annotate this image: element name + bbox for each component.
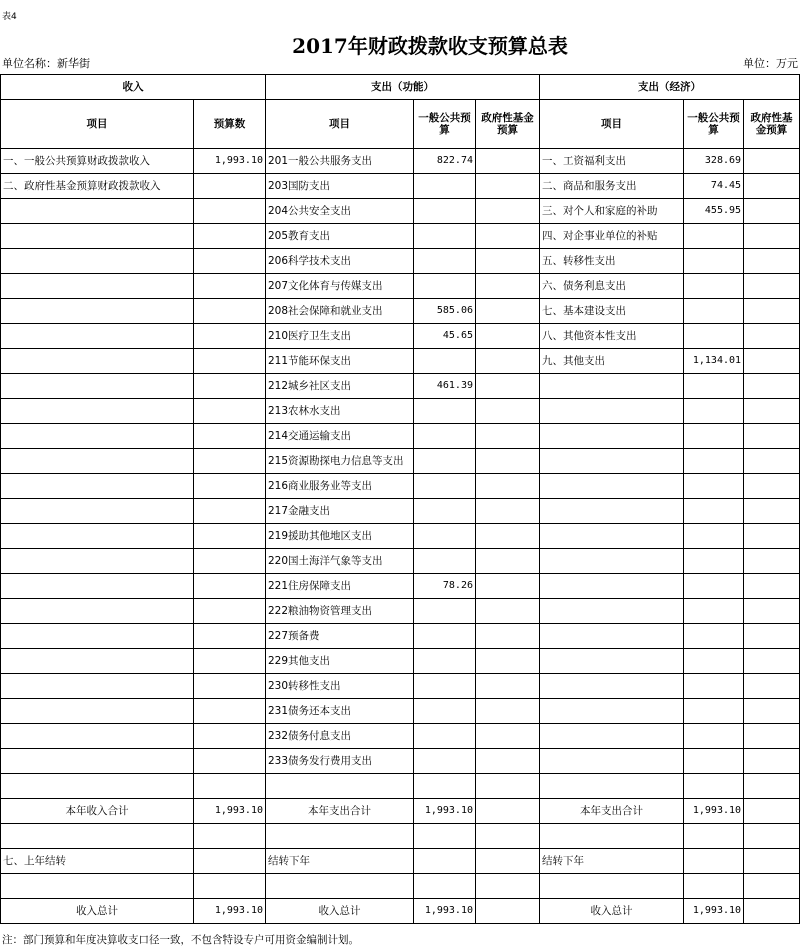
econ-item <box>540 399 684 424</box>
func-general <box>414 674 476 699</box>
cell <box>476 824 540 849</box>
func-general <box>414 524 476 549</box>
econ-fund <box>744 174 800 199</box>
econ-fund <box>744 574 800 599</box>
year-exp-econ-label: 本年支出合计 <box>540 799 684 824</box>
table-row <box>1 524 800 549</box>
econ-general <box>684 249 744 274</box>
income-item <box>1 274 194 299</box>
econ-item: 二、商品和服务支出 <box>540 174 684 199</box>
func-item: 214交通运输支出 <box>266 424 414 449</box>
econ-general: 1,134.01 <box>684 349 744 374</box>
func-general <box>414 174 476 199</box>
econ-item <box>540 649 684 674</box>
income-budget <box>194 549 266 574</box>
currency-unit: 单位：万元 <box>743 57 798 70</box>
table-row <box>1 499 800 524</box>
econ-general <box>684 424 744 449</box>
econ-general: 455.95 <box>684 199 744 224</box>
func-general <box>414 199 476 224</box>
income-item <box>1 674 194 699</box>
func-item: 220国土海洋气象等支出 <box>266 549 414 574</box>
func-general <box>414 224 476 249</box>
table-row <box>1 374 800 399</box>
unit-name: 单位名称：新华街 <box>2 57 90 70</box>
func-general <box>414 749 476 774</box>
func-fund <box>476 624 540 649</box>
econ-fund <box>744 374 800 399</box>
income-budget <box>194 749 266 774</box>
func-fund <box>476 474 540 499</box>
func-general: 822.74 <box>414 149 476 174</box>
econ-general <box>684 324 744 349</box>
table-row <box>1 149 800 174</box>
income-item: 二、政府性基金预算财政拨款收入 <box>1 174 194 199</box>
econ-item <box>540 374 684 399</box>
income-item <box>1 574 194 599</box>
func-fund <box>476 499 540 524</box>
econ-fund <box>744 474 800 499</box>
func-item: 227预备费 <box>266 624 414 649</box>
cell <box>684 824 744 849</box>
row-year-total <box>1 799 800 824</box>
year-income-value: 1,993.10 <box>194 799 266 824</box>
func-item: 206科学技术支出 <box>266 249 414 274</box>
income-budget <box>194 374 266 399</box>
table-row <box>1 574 800 599</box>
table-row <box>1 699 800 724</box>
econ-fund <box>744 624 800 649</box>
func-fund <box>476 374 540 399</box>
func-fund <box>476 299 540 324</box>
footnote: 注：部门预算和年度决算收支口径一致，不包含特设专户可用资金编制计划。 <box>2 934 359 946</box>
econ-item <box>540 774 684 799</box>
table-row <box>1 474 800 499</box>
income-item <box>1 374 194 399</box>
econ-fund <box>744 424 800 449</box>
income-item <box>1 624 194 649</box>
econ-fund <box>744 774 800 799</box>
func-general <box>414 499 476 524</box>
header-income-item: 项目 <box>1 100 194 149</box>
carry-func-label: 结转下年 <box>266 849 414 874</box>
cell <box>744 874 800 899</box>
econ-item <box>540 424 684 449</box>
econ-general <box>684 399 744 424</box>
header-econ-item: 项目 <box>540 100 684 149</box>
func-fund <box>476 249 540 274</box>
func-item: 205教育支出 <box>266 224 414 249</box>
cell <box>684 874 744 899</box>
income-budget <box>194 699 266 724</box>
econ-item <box>540 724 684 749</box>
income-item <box>1 199 194 224</box>
econ-item: 四、对企事业单位的补贴 <box>540 224 684 249</box>
income-item <box>1 599 194 624</box>
func-item: 204公共安全支出 <box>266 199 414 224</box>
cell <box>1 824 194 849</box>
func-item: 230转移性支出 <box>266 674 414 699</box>
func-general <box>414 449 476 474</box>
econ-item: 九、其他支出 <box>540 349 684 374</box>
table-row <box>1 174 800 199</box>
econ-general <box>684 749 744 774</box>
func-general <box>414 649 476 674</box>
cell <box>684 849 744 874</box>
func-fund <box>476 699 540 724</box>
econ-item <box>540 674 684 699</box>
func-general <box>414 549 476 574</box>
func-fund <box>476 649 540 674</box>
func-general <box>414 249 476 274</box>
income-item: 一、一般公共预算财政拨款收入 <box>1 149 194 174</box>
func-fund <box>476 674 540 699</box>
econ-item <box>540 599 684 624</box>
row-blank <box>1 874 800 899</box>
income-item <box>1 449 194 474</box>
econ-general <box>684 374 744 399</box>
func-item: 203国防支出 <box>266 174 414 199</box>
func-fund <box>476 774 540 799</box>
func-fund <box>476 399 540 424</box>
econ-item: 一、工资福利支出 <box>540 149 684 174</box>
income-budget <box>194 274 266 299</box>
header-row-columns <box>1 100 800 149</box>
econ-fund <box>744 499 800 524</box>
header-econ-fund: 政府性基金预算 <box>744 100 800 149</box>
func-item: 211节能环保支出 <box>266 349 414 374</box>
func-item: 216商业服务业等支出 <box>266 474 414 499</box>
func-fund <box>476 424 540 449</box>
income-budget <box>194 599 266 624</box>
econ-fund <box>744 724 800 749</box>
econ-fund <box>744 524 800 549</box>
func-general <box>414 349 476 374</box>
header-func-fund: 政府性基金预算 <box>476 100 540 149</box>
header-func-item: 项目 <box>266 100 414 149</box>
income-budget <box>194 474 266 499</box>
table-row <box>1 674 800 699</box>
header-row-groups <box>1 75 800 100</box>
table-row <box>1 724 800 749</box>
func-fund <box>476 449 540 474</box>
header-income: 收入 <box>1 75 266 100</box>
func-item <box>266 774 414 799</box>
econ-item: 三、对个人和家庭的补助 <box>540 199 684 224</box>
income-item <box>1 424 194 449</box>
func-item: 221住房保障支出 <box>266 574 414 599</box>
income-item <box>1 524 194 549</box>
total-income-label: 收入总计 <box>1 899 194 924</box>
func-general <box>414 274 476 299</box>
econ-general <box>684 774 744 799</box>
func-fund <box>476 149 540 174</box>
income-budget <box>194 174 266 199</box>
func-general: 78.26 <box>414 574 476 599</box>
func-fund <box>476 349 540 374</box>
cell <box>744 799 800 824</box>
income-budget <box>194 649 266 674</box>
func-item: 215资源勘探电力信息等支出 <box>266 449 414 474</box>
econ-item <box>540 749 684 774</box>
econ-general <box>684 674 744 699</box>
econ-general <box>684 299 744 324</box>
econ-fund <box>744 324 800 349</box>
econ-general <box>684 574 744 599</box>
year-income-label: 本年收入合计 <box>1 799 194 824</box>
year-exp-econ-value: 1,993.10 <box>684 799 744 824</box>
econ-general <box>684 524 744 549</box>
cell <box>540 824 684 849</box>
econ-fund <box>744 249 800 274</box>
prev-balance-label: 七、上年结转 <box>1 849 194 874</box>
econ-general <box>684 549 744 574</box>
table-row <box>1 274 800 299</box>
econ-general <box>684 624 744 649</box>
cell <box>476 874 540 899</box>
cell <box>540 874 684 899</box>
year-exp-func-value: 1,993.10 <box>414 799 476 824</box>
econ-general <box>684 499 744 524</box>
income-budget <box>194 399 266 424</box>
func-item: 219援助其他地区支出 <box>266 524 414 549</box>
income-budget <box>194 449 266 474</box>
table-row <box>1 424 800 449</box>
total-income-value: 1,993.10 <box>194 899 266 924</box>
func-fund <box>476 574 540 599</box>
income-budget <box>194 499 266 524</box>
cell <box>266 874 414 899</box>
cell <box>744 849 800 874</box>
econ-item: 七、基本建设支出 <box>540 299 684 324</box>
econ-item: 六、债务利息支出 <box>540 274 684 299</box>
func-item: 222粮油物资管理支出 <box>266 599 414 624</box>
cell <box>414 849 476 874</box>
cell <box>414 874 476 899</box>
income-budget <box>194 349 266 374</box>
income-budget <box>194 524 266 549</box>
table-row <box>1 399 800 424</box>
income-item <box>1 474 194 499</box>
cell <box>744 824 800 849</box>
table-row <box>1 549 800 574</box>
income-budget <box>194 324 266 349</box>
table-row <box>1 449 800 474</box>
cell <box>476 849 540 874</box>
header-expense-economic: 支出（经济） <box>540 75 800 100</box>
income-budget <box>194 624 266 649</box>
econ-fund <box>744 274 800 299</box>
header-econ-general: 一般公共预算 <box>684 100 744 149</box>
func-general <box>414 724 476 749</box>
func-fund <box>476 749 540 774</box>
econ-item <box>540 524 684 549</box>
func-general: 461.39 <box>414 374 476 399</box>
income-item <box>1 224 194 249</box>
func-item: 210医疗卫生支出 <box>266 324 414 349</box>
cell <box>476 799 540 824</box>
table-row <box>1 199 800 224</box>
econ-fund <box>744 299 800 324</box>
income-item <box>1 349 194 374</box>
func-general <box>414 424 476 449</box>
income-item <box>1 324 194 349</box>
econ-item <box>540 574 684 599</box>
row-carryover <box>1 849 800 874</box>
econ-general <box>684 724 744 749</box>
row-grand-total <box>1 899 800 924</box>
cell <box>194 824 266 849</box>
income-budget <box>194 249 266 274</box>
econ-fund <box>744 149 800 174</box>
func-general: 585.06 <box>414 299 476 324</box>
income-item <box>1 749 194 774</box>
cell <box>1 874 194 899</box>
income-item <box>1 724 194 749</box>
table-row <box>1 324 800 349</box>
econ-general <box>684 224 744 249</box>
econ-general: 328.69 <box>684 149 744 174</box>
econ-general <box>684 449 744 474</box>
econ-fund <box>744 399 800 424</box>
header-expense-function: 支出（功能） <box>266 75 540 100</box>
table-row <box>1 249 800 274</box>
table-number: 表4 <box>2 12 17 22</box>
func-fund <box>476 549 540 574</box>
cell <box>476 899 540 924</box>
econ-fund <box>744 224 800 249</box>
econ-item: 五、转移性支出 <box>540 249 684 274</box>
econ-item <box>540 624 684 649</box>
econ-fund <box>744 549 800 574</box>
econ-fund <box>744 699 800 724</box>
cell <box>194 849 266 874</box>
econ-general <box>684 699 744 724</box>
func-general <box>414 599 476 624</box>
func-general <box>414 699 476 724</box>
func-item: 208社会保障和就业支出 <box>266 299 414 324</box>
econ-item <box>540 474 684 499</box>
carry-econ-label: 结转下年 <box>540 849 684 874</box>
func-item: 229其他支出 <box>266 649 414 674</box>
cell <box>266 824 414 849</box>
table-row <box>1 624 800 649</box>
header-income-budget: 预算数 <box>194 100 266 149</box>
cell <box>194 874 266 899</box>
total-exp-func-value: 1,993.10 <box>414 899 476 924</box>
table-row <box>1 224 800 249</box>
income-item <box>1 699 194 724</box>
econ-fund <box>744 749 800 774</box>
table-row <box>1 749 800 774</box>
econ-general <box>684 474 744 499</box>
func-item: 233债务发行费用支出 <box>266 749 414 774</box>
budget-table <box>0 74 800 924</box>
func-general <box>414 774 476 799</box>
table-row <box>1 349 800 374</box>
income-budget <box>194 774 266 799</box>
income-item <box>1 549 194 574</box>
total-exp-econ-value: 1,993.10 <box>684 899 744 924</box>
econ-item <box>540 549 684 574</box>
func-fund <box>476 724 540 749</box>
income-budget <box>194 224 266 249</box>
table-row <box>1 649 800 674</box>
econ-item <box>540 449 684 474</box>
func-fund <box>476 199 540 224</box>
income-budget <box>194 299 266 324</box>
income-budget <box>194 674 266 699</box>
func-item: 201一般公共服务支出 <box>266 149 414 174</box>
func-item: 213农林水支出 <box>266 399 414 424</box>
econ-fund <box>744 349 800 374</box>
func-fund <box>476 524 540 549</box>
func-fund <box>476 324 540 349</box>
econ-item: 八、其他资本性支出 <box>540 324 684 349</box>
cell <box>744 899 800 924</box>
econ-general: 74.45 <box>684 174 744 199</box>
func-fund <box>476 224 540 249</box>
econ-general <box>684 599 744 624</box>
income-item <box>1 399 194 424</box>
table-row <box>1 774 800 799</box>
income-budget: 1,993.10 <box>194 149 266 174</box>
total-exp-econ-label: 收入总计 <box>540 899 684 924</box>
header-func-general: 一般公共预算 <box>414 100 476 149</box>
cell <box>414 824 476 849</box>
func-general <box>414 624 476 649</box>
table-row <box>1 599 800 624</box>
income-budget <box>194 724 266 749</box>
econ-general <box>684 649 744 674</box>
func-item: 231债务还本支出 <box>266 699 414 724</box>
func-item: 207文化体育与传媒支出 <box>266 274 414 299</box>
func-fund <box>476 274 540 299</box>
func-item: 212城乡社区支出 <box>266 374 414 399</box>
func-item: 217金融支出 <box>266 499 414 524</box>
func-fund <box>476 174 540 199</box>
econ-fund <box>744 674 800 699</box>
func-fund <box>476 599 540 624</box>
func-general: 45.65 <box>414 324 476 349</box>
econ-fund <box>744 199 800 224</box>
econ-general <box>684 274 744 299</box>
econ-item <box>540 499 684 524</box>
income-budget <box>194 574 266 599</box>
econ-fund <box>744 599 800 624</box>
total-exp-func-label: 收入总计 <box>266 899 414 924</box>
row-blank <box>1 824 800 849</box>
income-budget <box>194 199 266 224</box>
econ-fund <box>744 649 800 674</box>
year-exp-func-label: 本年支出合计 <box>266 799 414 824</box>
income-budget <box>194 424 266 449</box>
econ-fund <box>744 449 800 474</box>
income-item <box>1 299 194 324</box>
func-item: 232债务付息支出 <box>266 724 414 749</box>
income-item <box>1 774 194 799</box>
income-item <box>1 249 194 274</box>
income-item <box>1 499 194 524</box>
func-general <box>414 474 476 499</box>
econ-item <box>540 699 684 724</box>
table-row <box>1 299 800 324</box>
page-title: 2017年财政拨款收支预算总表 <box>292 34 568 58</box>
income-item <box>1 649 194 674</box>
func-general <box>414 399 476 424</box>
